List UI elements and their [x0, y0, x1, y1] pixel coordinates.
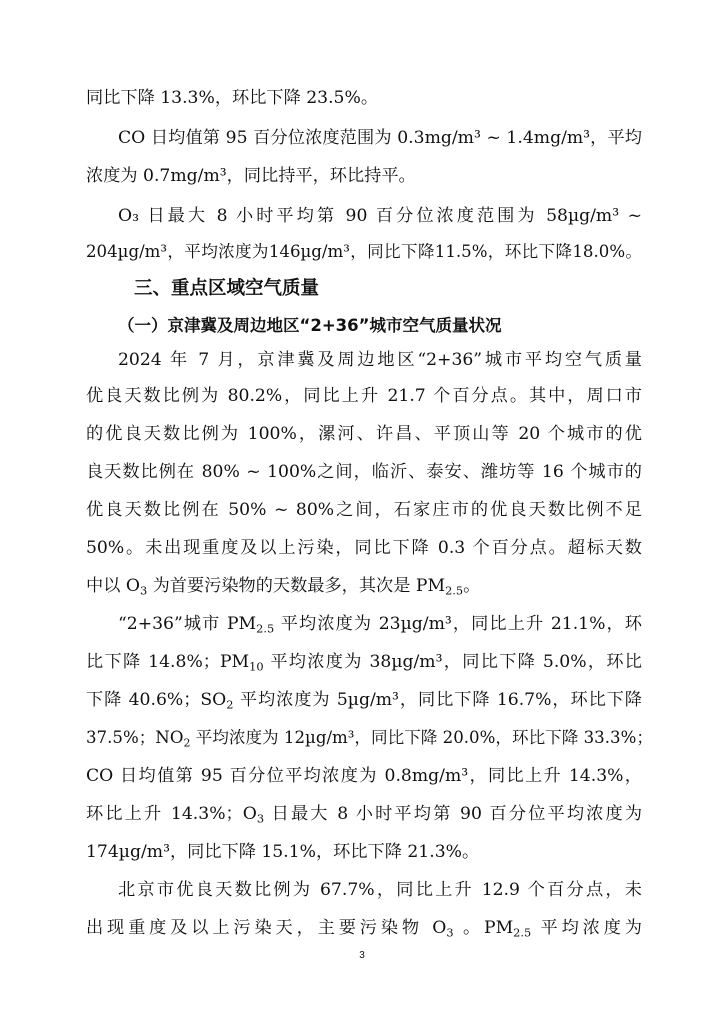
text-line: 的优良天数比例为 100%，漯河、许昌、平顶山等 20 个城市的优 [86, 424, 642, 444]
text-line: 50%。未出现重度及以上污染，同比下降 0.3 个百分点。超标天数 [86, 538, 642, 558]
text-line: 2024 年 7 月，京津冀及周边地区“2+36”城市平均空气质量 [118, 350, 642, 370]
text-line: “2+36”城市 $PM_{2.5}$ 平均浓度为 23µg/m³，同比上升 21.1%，环 [118, 614, 642, 636]
text-line: 环比上升 14.3%；$O_3$ 日最大 8 小时平均第 90 百分位平均浓度为 [86, 804, 643, 826]
text-line: 37.5%；$NO_2$ 平均浓度为 12µg/m³，同比下降 20.0%，环比下降 33.3%； [86, 728, 653, 750]
text-line: CO 日均值第 95 百分位平均浓度为 0.8mg/m³，同比上升 14.3%， [86, 766, 642, 786]
text-line: 良天数比例在 80% ~ 100%之间，临沂、泰安、潍坊等 16 个城市的 [86, 462, 642, 482]
text-line: 优良天数比例为 80.2%，同比上升 21.7 个百分点。其中，周口市 [86, 386, 642, 406]
text-line: O₃ 日最大 8 小时平均第 90 百分位浓度范围为 58µg/m³ ~ [118, 206, 642, 226]
text-line: 比下降 14.8%；$PM_{10}$ 平均浓度为 38µg/m³，同比下降 5.0%，环比 [86, 652, 642, 674]
text-line: 204µg/m³，平均浓度为146µg/m³，同比下降11.5%，环比下降18.0%。 [86, 242, 642, 261]
text-line: 浓度为 0.7mg/m³，同比持平，环比持平。 [86, 166, 416, 186]
text-line: 中以 $O_3$ 为首要污染物的天数最多，其次是 $PM_{2.5}$。 [86, 576, 481, 598]
text-line: 出现重度及以上污染天，主要污染物 $O_3$ 。$PM_{2.5}$ 平均浓度为 [86, 918, 642, 940]
section-heading: 三、重点区域空气质量 [134, 278, 320, 299]
text-line: CO 日均值第 95 百分位浓度范围为 0.3mg/m³ ~ 1.4mg/m³，平均 [118, 128, 642, 148]
text-line: 同比下降 13.3%，环比下降 23.5%。 [86, 88, 379, 108]
text-line: 优良天数比例在 50% ~ 80%之间，石家庄市的优良天数比例不足 [86, 500, 642, 520]
page-number: 3 [359, 950, 365, 961]
text-line: 下降 40.6%；$SO_2$ 平均浓度为 5µg/m³，同比下降 16.7%，环比下降 [86, 690, 642, 712]
text-line: 北京市优良天数比例为 67.7%，同比上升 12.9 个百分点，未 [118, 880, 642, 900]
subsection-heading: （一）京津冀及周边地区“2+36”城市空气质量状况 [118, 316, 502, 335]
text-line: 174µg/m³，同比下降 15.1%，环比下降 21.3%。 [86, 842, 480, 862]
